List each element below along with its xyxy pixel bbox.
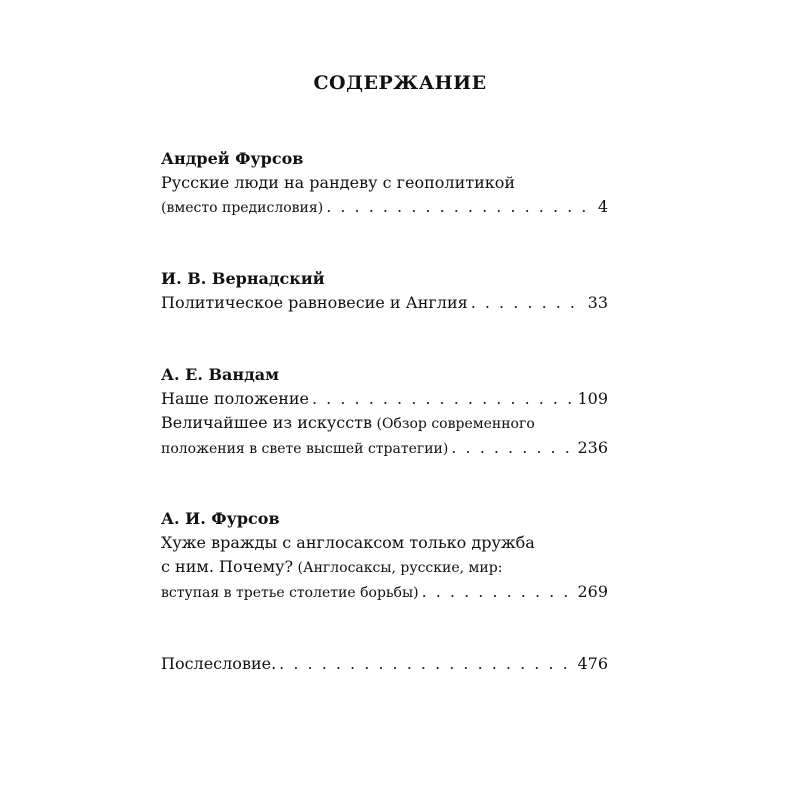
dot-leader bbox=[312, 387, 574, 411]
entry-title: положения в свете высшей стратегии) bbox=[161, 441, 449, 457]
dot-leader bbox=[422, 580, 575, 604]
dot-leader bbox=[451, 436, 574, 460]
entry-title-line: Русские люди на рандеву с геополитикой bbox=[161, 173, 516, 192]
toc-section-vandam bbox=[161, 363, 608, 461]
page-number: 33 bbox=[587, 293, 608, 312]
entry-title: Политическое равновесие и Англия bbox=[161, 293, 468, 312]
entry-title-main: с ним. Почему? bbox=[161, 557, 294, 576]
entry-title-main: Величайшее из искусств bbox=[161, 413, 373, 432]
entry-title: вступая в третье столетие борьбы) bbox=[161, 585, 419, 601]
dot-leader bbox=[279, 652, 574, 676]
toc-section-fursov-andrey bbox=[161, 147, 608, 220]
entry-title-line: Хуже вражды с англосаксом только дружба bbox=[161, 533, 535, 552]
dot-leader bbox=[326, 195, 595, 219]
page-number: 109 bbox=[577, 389, 608, 408]
toc-entry-preface[interactable] bbox=[161, 195, 608, 220]
toc-section-fursov-ai bbox=[161, 507, 608, 605]
page-title: СОДЕРЖАНИЕ bbox=[313, 72, 487, 94]
entry-title-line bbox=[161, 411, 608, 436]
section-author: А. Е. Вандам bbox=[161, 365, 280, 384]
section-author: А. И. Фурсов bbox=[161, 509, 280, 528]
entry-title: Наше положение bbox=[161, 389, 309, 408]
toc-entry-anglosaxons[interactable] bbox=[161, 580, 608, 605]
entry-title: (вместо предисловия) bbox=[161, 200, 324, 216]
entry-title-note: (Англосаксы, русские, мир: bbox=[293, 560, 503, 576]
section-author: Андрей Фурсов bbox=[161, 149, 304, 168]
page-number: 476 bbox=[577, 654, 608, 673]
toc-entry-political-balance[interactable] bbox=[161, 291, 608, 315]
entry-title: Послесловие. bbox=[161, 654, 277, 673]
entry-title-line bbox=[161, 555, 608, 580]
page-number: 269 bbox=[577, 582, 608, 601]
toc-section-afterword bbox=[161, 652, 608, 676]
toc-entry-greatest-art[interactable] bbox=[161, 436, 608, 461]
page-number: 4 bbox=[597, 197, 608, 216]
section-author: И. В. Вернадский bbox=[161, 269, 325, 288]
toc-entry-afterword[interactable] bbox=[161, 652, 608, 676]
toc-entry-our-position[interactable] bbox=[161, 387, 608, 411]
entry-title-note: (Обзор современного bbox=[372, 416, 535, 432]
page-number: 236 bbox=[577, 438, 608, 457]
toc-section-vernadsky bbox=[161, 267, 608, 315]
dot-leader bbox=[471, 291, 585, 315]
